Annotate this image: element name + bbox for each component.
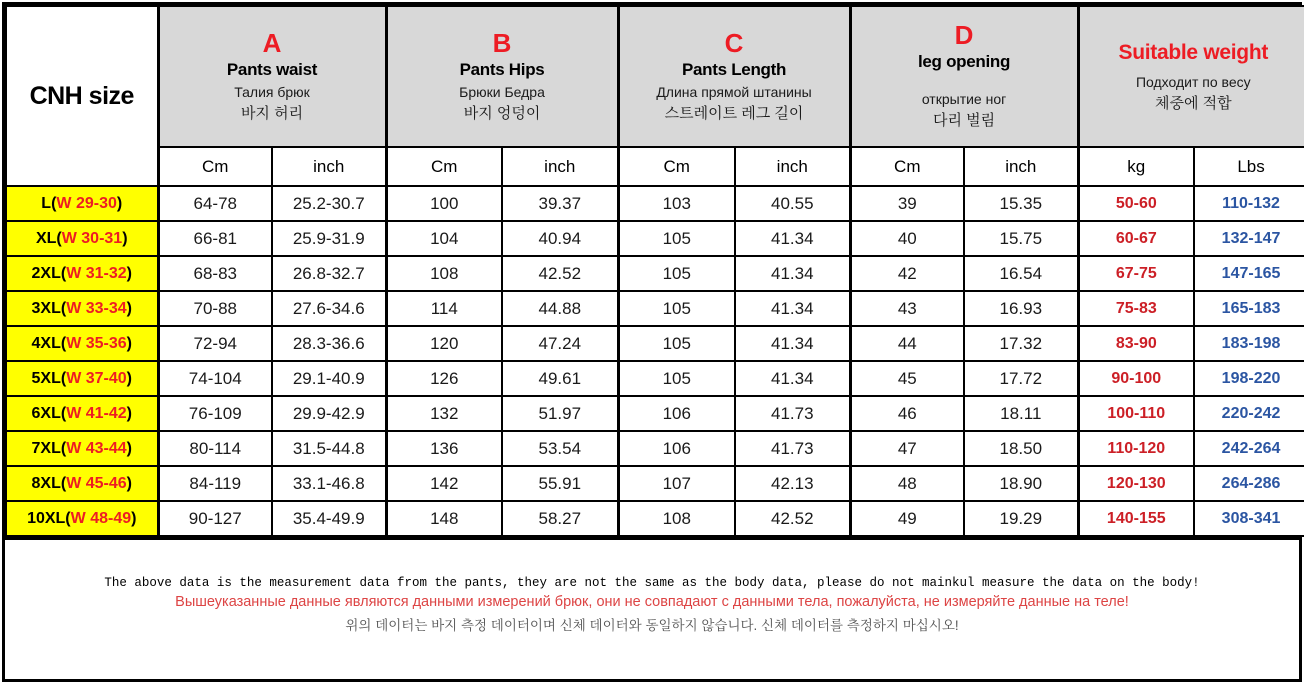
unit-cell: inch	[502, 147, 618, 186]
group-header-b	[386, 6, 618, 147]
value-cell-d-cm: 45	[850, 361, 964, 396]
size-label-cell	[6, 221, 158, 256]
value-cell-c-cm: 105	[618, 221, 735, 256]
size-name: L(	[41, 194, 57, 212]
value-cell-b-cm: 104	[386, 221, 502, 256]
size-label-cell	[6, 256, 158, 291]
value-cell-b-in: 53.54	[502, 431, 618, 466]
group-header-d	[850, 6, 1078, 147]
waist-range: W 35-36	[66, 334, 127, 352]
value-cell-c-cm: 105	[618, 361, 735, 396]
size-name-close: )	[126, 404, 132, 422]
table-row	[6, 361, 1304, 396]
group-subtitle-russian: Длина прямой штанины	[656, 83, 812, 100]
value-cell-c-cm: 105	[618, 291, 735, 326]
value-cell-a-in: 25.2-30.7	[272, 186, 386, 221]
value-cell-lbs: 132-147	[1194, 221, 1304, 256]
table-row	[6, 256, 1304, 291]
table-head	[6, 6, 1304, 186]
value-cell-a-in: 33.1-46.8	[272, 466, 386, 501]
size-name-close: )	[126, 439, 132, 457]
value-cell-c-in: 41.34	[735, 221, 850, 256]
size-table	[5, 5, 1304, 537]
group-subtitle-russian: Талия брюк	[234, 83, 310, 100]
group-title: Pants Length	[681, 59, 787, 79]
table-row	[6, 431, 1304, 466]
value-cell-d-in: 15.75	[964, 221, 1078, 256]
value-cell-c-cm: 105	[618, 256, 735, 291]
value-cell-kg: 50-60	[1078, 186, 1194, 221]
unit-cell: Lbs	[1194, 147, 1304, 186]
value-cell-a-in: 29.1-40.9	[272, 361, 386, 396]
value-cell-c-in: 42.52	[735, 501, 850, 536]
unit-cell: inch	[272, 147, 386, 186]
value-cell-c-in: 41.34	[735, 256, 850, 291]
table-body	[6, 186, 1304, 536]
value-cell-d-cm: 47	[850, 431, 964, 466]
value-cell-a-in: 35.4-49.9	[272, 501, 386, 536]
table-row	[6, 186, 1304, 221]
value-cell-a-cm: 76-109	[158, 396, 272, 431]
value-cell-b-cm: 114	[386, 291, 502, 326]
size-chart	[2, 2, 1302, 682]
size-name-close: )	[126, 334, 132, 352]
waist-range: W 48-49	[70, 509, 132, 527]
value-cell-c-in: 41.73	[735, 396, 850, 431]
size-name-close: )	[122, 229, 128, 247]
group-subtitle-korean: 다리 벌림	[932, 112, 996, 130]
value-cell-b-cm: 120	[386, 326, 502, 361]
value-cell-lbs: 183-198	[1194, 326, 1304, 361]
value-cell-d-in: 17.72	[964, 361, 1078, 396]
footer-notes	[5, 537, 1299, 679]
header-row	[6, 6, 1304, 147]
group-letter: A	[262, 27, 282, 58]
value-cell-b-in: 40.94	[502, 221, 618, 256]
size-name: XL(	[35, 229, 62, 247]
unit-cell: inch	[735, 147, 850, 186]
size-name: 10XL(	[27, 509, 71, 527]
value-cell-lbs: 242-264	[1194, 431, 1304, 466]
value-cell-c-in: 41.73	[735, 431, 850, 466]
group-title: leg opening	[917, 52, 1011, 72]
value-cell-b-cm: 126	[386, 361, 502, 396]
value-cell-kg: 120-130	[1078, 466, 1194, 501]
value-cell-lbs: 264-286	[1194, 466, 1304, 501]
unit-cell: Cm	[158, 147, 272, 186]
group-subtitle-russian: открытие ног	[921, 91, 1007, 108]
size-label-cell	[6, 466, 158, 501]
footer-note-russian: Вышеуказанные данные являются данными измерений брюк, они не совпадают с данными тела, пожалуйста, не измеряйте данные на теле!	[175, 593, 1129, 610]
value-cell-b-in: 49.61	[502, 361, 618, 396]
size-name: 5XL(	[31, 369, 67, 387]
value-cell-b-cm: 132	[386, 396, 502, 431]
waist-range: W 31-32	[66, 264, 127, 282]
group-title: Pants waist	[226, 59, 318, 79]
value-cell-lbs: 308-341	[1194, 501, 1304, 536]
value-cell-b-cm: 142	[386, 466, 502, 501]
size-label-cell	[6, 186, 158, 221]
value-cell-a-cm: 84-119	[158, 466, 272, 501]
value-cell-d-in: 16.93	[964, 291, 1078, 326]
value-cell-lbs: 165-183	[1194, 291, 1304, 326]
size-name: 8XL(	[31, 474, 67, 492]
waist-range: W 45-46	[66, 474, 127, 492]
group-subtitle-russian: Подходит по весу	[1135, 73, 1251, 90]
value-cell-d-cm: 42	[850, 256, 964, 291]
size-name: 4XL(	[31, 334, 67, 352]
group-letter: D	[954, 20, 974, 51]
value-cell-d-cm: 49	[850, 501, 964, 536]
units-row	[6, 147, 1304, 186]
value-cell-b-in: 42.52	[502, 256, 618, 291]
value-cell-b-in: 44.88	[502, 291, 618, 326]
value-cell-kg: 60-67	[1078, 221, 1194, 256]
value-cell-d-cm: 48	[850, 466, 964, 501]
value-cell-lbs: 198-220	[1194, 361, 1304, 396]
value-cell-kg: 110-120	[1078, 431, 1194, 466]
value-cell-b-in: 51.97	[502, 396, 618, 431]
unit-cell: Cm	[618, 147, 735, 186]
waist-range: W 37-40	[66, 369, 127, 387]
value-cell-a-in: 25.9-31.9	[272, 221, 386, 256]
value-cell-kg: 83-90	[1078, 326, 1194, 361]
value-cell-d-cm: 39	[850, 186, 964, 221]
size-label-cell	[6, 361, 158, 396]
size-name: 7XL(	[31, 439, 67, 457]
size-label-cell	[6, 291, 158, 326]
size-name-close: )	[116, 194, 123, 212]
value-cell-d-in: 15.35	[964, 186, 1078, 221]
size-label-cell	[6, 396, 158, 431]
unit-cell: Cm	[850, 147, 964, 186]
waist-range: W 29-30	[56, 194, 117, 212]
value-cell-a-cm: 70-88	[158, 291, 272, 326]
value-cell-d-in: 18.11	[964, 396, 1078, 431]
table-row	[6, 501, 1304, 536]
unit-cell: Cm	[386, 147, 502, 186]
table-row	[6, 396, 1304, 431]
value-cell-a-cm: 80-114	[158, 431, 272, 466]
table-row	[6, 291, 1304, 326]
group-subtitle-russian: Брюки Бедра	[459, 83, 545, 100]
value-cell-c-in: 42.13	[735, 466, 850, 501]
value-cell-c-cm: 108	[618, 501, 735, 536]
footer-note-english: The above data is the measurement data from the pants, they are not the same as the body data, please do not mainkul measure the data on the body!	[104, 575, 1200, 590]
group-letter: C	[724, 27, 744, 58]
corner-cell-cnh-size: CNH size	[6, 6, 158, 186]
size-name: 3XL(	[31, 299, 67, 317]
value-cell-b-in: 39.37	[502, 186, 618, 221]
value-cell-c-in: 41.34	[735, 326, 850, 361]
value-cell-d-in: 17.32	[964, 326, 1078, 361]
value-cell-c-cm: 107	[618, 466, 735, 501]
value-cell-c-in: 40.55	[735, 186, 850, 221]
unit-cell: inch	[964, 147, 1078, 186]
value-cell-c-cm: 106	[618, 431, 735, 466]
group-subtitle-korean: 바지 허리	[240, 104, 304, 122]
group-subtitle-korean: 체중에 적합	[1154, 94, 1232, 112]
value-cell-a-in: 29.9-42.9	[272, 396, 386, 431]
value-cell-c-cm: 103	[618, 186, 735, 221]
group-letter: B	[492, 27, 512, 58]
value-cell-d-cm: 46	[850, 396, 964, 431]
size-name-close: )	[126, 299, 132, 317]
group-subtitle-korean: 스트레이트 레그 길이	[664, 104, 804, 122]
value-cell-kg: 67-75	[1078, 256, 1194, 291]
value-cell-d-in: 16.54	[964, 256, 1078, 291]
value-cell-b-cm: 100	[386, 186, 502, 221]
value-cell-lbs: 220-242	[1194, 396, 1304, 431]
value-cell-lbs: 147-165	[1194, 256, 1304, 291]
value-cell-c-in: 41.34	[735, 361, 850, 396]
group-header-weight	[1078, 6, 1304, 147]
value-cell-b-in: 58.27	[502, 501, 618, 536]
value-cell-kg: 100-110	[1078, 396, 1194, 431]
size-name-close: )	[126, 474, 132, 492]
value-cell-d-cm: 40	[850, 221, 964, 256]
waist-range: W 33-34	[66, 299, 127, 317]
value-cell-b-in: 47.24	[502, 326, 618, 361]
value-cell-lbs: 110-132	[1194, 186, 1304, 221]
value-cell-a-cm: 90-127	[158, 501, 272, 536]
group-header-c	[618, 6, 850, 147]
value-cell-a-cm: 66-81	[158, 221, 272, 256]
value-cell-a-cm: 72-94	[158, 326, 272, 361]
footer-note-korean: 위의 데이터는 바지 측정 데이터이며 신체 데이터와 동일하지 않습니다. 신체 데이터를 측정하지 마십시오!	[345, 617, 959, 633]
value-cell-d-in: 18.50	[964, 431, 1078, 466]
size-name-close: )	[126, 369, 132, 387]
table-row	[6, 326, 1304, 361]
value-cell-c-cm: 105	[618, 326, 735, 361]
group-subtitle-korean: 바지 엉덩이	[463, 104, 541, 122]
waist-range: W 30-31	[61, 229, 123, 247]
value-cell-a-cm: 64-78	[158, 186, 272, 221]
value-cell-d-in: 19.29	[964, 501, 1078, 536]
size-name-close: )	[126, 264, 132, 282]
value-cell-a-in: 28.3-36.6	[272, 326, 386, 361]
value-cell-b-cm: 108	[386, 256, 502, 291]
value-cell-kg: 75-83	[1078, 291, 1194, 326]
group-header-a	[158, 6, 386, 147]
group-title: Pants Hips	[459, 59, 545, 79]
value-cell-a-cm: 68-83	[158, 256, 272, 291]
size-name-close: )	[131, 509, 137, 527]
waist-range: W 41-42	[66, 404, 127, 422]
value-cell-a-in: 26.8-32.7	[272, 256, 386, 291]
size-label-cell	[6, 326, 158, 361]
unit-cell: kg	[1078, 147, 1194, 186]
size-label-cell	[6, 431, 158, 466]
value-cell-b-cm: 148	[386, 501, 502, 536]
table-row	[6, 221, 1304, 256]
group-title: Suitable weight	[1118, 41, 1269, 65]
size-label-cell	[6, 501, 158, 536]
value-cell-b-in: 55.91	[502, 466, 618, 501]
value-cell-b-cm: 136	[386, 431, 502, 466]
value-cell-a-in: 31.5-44.8	[272, 431, 386, 466]
value-cell-a-cm: 74-104	[158, 361, 272, 396]
value-cell-c-cm: 106	[618, 396, 735, 431]
value-cell-d-cm: 44	[850, 326, 964, 361]
value-cell-d-cm: 43	[850, 291, 964, 326]
size-name: 6XL(	[31, 404, 67, 422]
table-row	[6, 466, 1304, 501]
value-cell-c-in: 41.34	[735, 291, 850, 326]
value-cell-d-in: 18.90	[964, 466, 1078, 501]
waist-range: W 43-44	[66, 439, 127, 457]
value-cell-kg: 90-100	[1078, 361, 1194, 396]
size-name: 2XL(	[31, 264, 67, 282]
value-cell-a-in: 27.6-34.6	[272, 291, 386, 326]
value-cell-kg: 140-155	[1078, 501, 1194, 536]
